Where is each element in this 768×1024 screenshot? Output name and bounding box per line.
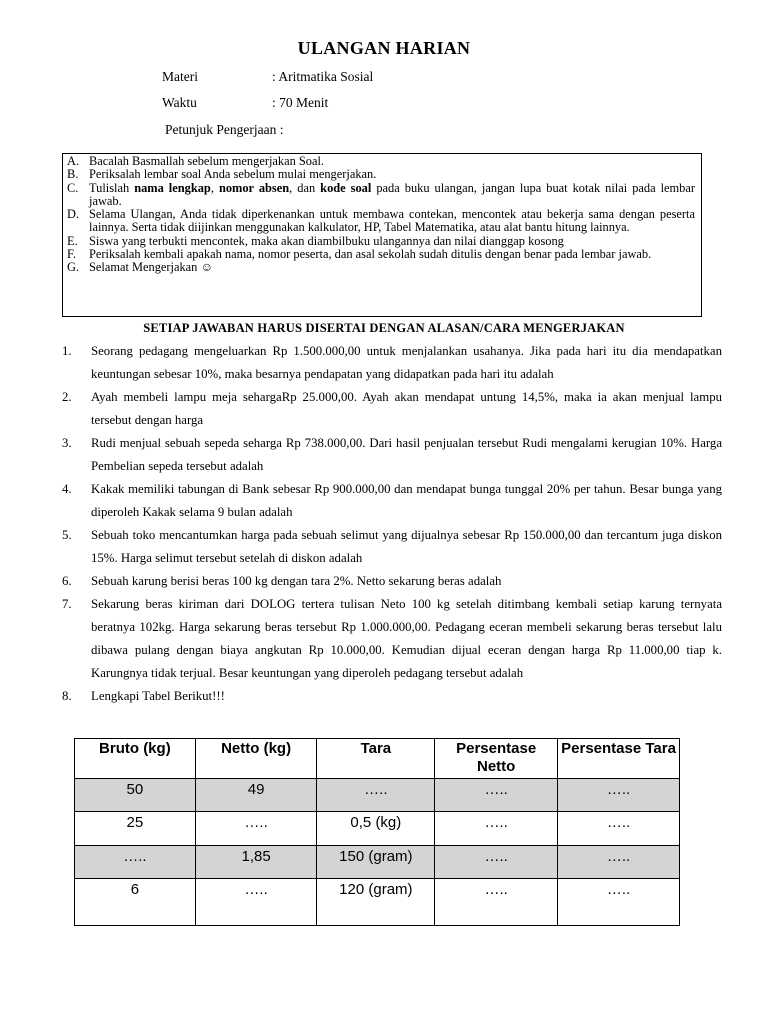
table-cell: ….. [558, 845, 680, 878]
instruction-text-part: , [210, 180, 219, 195]
instruction-letter: D. [67, 207, 80, 222]
instruction-letter: F. [67, 247, 76, 262]
question-text: Sekarung beras kiriman dari DOLOG tertera tulisan Neto 100 kg setelah ditimbang kembali setiap karung ternyata beratnya 102kg. Harga sekarung beras tersebut Rp 1.000.000,00. Pedagang eceran membeli sekarung beras tersebut lalu dibawa pulang dengan biaya angkutan Rp 10.000,00. Kemudian dijual eceran dengan harga Rp 11.000,00 tiap k. Karungnya tidak terjual. Besar keuntungan yang diperoleh pedagang tersebut adalah [91, 597, 722, 680]
header-bruto: Bruto (kg) [75, 739, 196, 779]
table-cell: ….. [195, 878, 317, 925]
table-cell: ….. [558, 779, 680, 812]
section-heading: SETIAP JAWABAN HARUS DISERTAI DENGAN ALASAN/CARA MENGERJAKAN [143, 321, 625, 335]
question-number: 7. [62, 597, 72, 611]
question-text: Rudi menjual sebuah sepeda seharga Rp 738.000,00. Dari hasil penjualan tersebut Rudi mengalami kerugian 10%. Harga Pembelian sepeda tersebut adalah [91, 436, 722, 473]
table-cell: ….. [435, 878, 558, 925]
instruction-item [67, 208, 695, 235]
instruction-item [67, 248, 695, 261]
bold-nomor-absen: nomor absen [218, 180, 290, 195]
instruction-item [67, 155, 695, 168]
instruction-letter: A. [67, 154, 80, 168]
header-netto: Netto (kg) [195, 739, 317, 779]
table-cell: ….. [317, 779, 435, 812]
question-number: 4. [62, 482, 72, 496]
bruto-netto-table [74, 738, 680, 926]
question-number: 5. [62, 528, 72, 542]
question-number: 2. [62, 390, 72, 404]
instruction-text [89, 182, 695, 209]
table-row [75, 878, 680, 925]
table-cell: ….. [435, 779, 558, 812]
table-cell: 1,85 [195, 845, 317, 878]
table-row [75, 845, 680, 878]
question-item [62, 340, 722, 386]
bold-kode-soal: kode soal [320, 180, 372, 195]
table-cell: 0,5 (kg) [317, 812, 435, 845]
question-text: Sebuah karung berisi beras 100 kg dengan tara 2%. Netto sekarung beras adalah [91, 574, 502, 588]
waktu-label: Waktu [162, 95, 197, 110]
instruction-text: Periksalah lembar soal Anda sebelum mulai mengerjakan. [89, 167, 377, 182]
instruction-text: Selamat Mengerjakan ☺ [89, 260, 214, 275]
header-persentase-tara: Persentase Tara [558, 739, 680, 779]
table-cell: 120 (gram) [317, 878, 435, 925]
header-persentase-netto: Persentase Netto [435, 739, 558, 779]
instruction-text-part: , dan [289, 180, 321, 195]
instruction-letter: B. [67, 167, 79, 182]
table-cell: ….. [75, 845, 196, 878]
table-cell: ….. [435, 812, 558, 845]
table-cell: 6 [75, 878, 196, 925]
table-cell: ….. [558, 878, 680, 925]
question-item [62, 478, 722, 524]
instruction-item [67, 182, 695, 209]
question-number: 8. [62, 689, 72, 703]
table-cell: 25 [75, 812, 196, 845]
table-row [75, 812, 680, 845]
question-text: Seorang pedagang mengeluarkan Rp 1.500.000,00 untuk menjalankan usahanya. Jika pada hari itu dia mendapatkan keuntungan sebesar 10%, maka besarnya pendapatan yang didapatkan pada hari itu adalah [91, 344, 722, 381]
instruction-text: Siswa yang terbukti mencontek, maka akan diambilbuku ulangannya dan nilai dianggap kosong [89, 233, 564, 248]
question-list [62, 340, 722, 708]
question-item [62, 593, 722, 685]
question-item [62, 685, 722, 708]
instruction-item [67, 261, 695, 274]
instructions-box [62, 153, 702, 317]
question-item [62, 386, 722, 432]
question-item [62, 570, 722, 593]
instruction-text: Bacalah Basmallah sebelum mengerjakan Soal. [89, 154, 324, 168]
table-cell: ….. [195, 812, 317, 845]
question-item [62, 432, 722, 478]
bold-nama-lengkap: nama lengkap [134, 180, 211, 195]
table-cell: 49 [195, 779, 317, 812]
waktu-value: : 70 Menit [272, 95, 329, 110]
question-text: Kakak memiliki tabungan di Bank sebesar Rp 900.000,00 dan mendapat bunga tunggal 20% per tahun. Besar bunga yang diperoleh Kakak selama 9 bulan adalah [91, 482, 722, 519]
table-header-row [75, 739, 680, 779]
question-text: Sebuah toko mencantumkan harga pada sebuah selimut yang dijualnya sebesar Rp 150.000,00 dan tercantum juga diskon 15%. Harga selimut tersebut setelah di diskon adalah [91, 528, 722, 565]
meta-materi [162, 69, 373, 85]
question-number: 6. [62, 574, 72, 588]
header-tara: Tara [317, 739, 435, 779]
meta-waktu [162, 95, 328, 111]
instruction-text: Periksalah kembali apakah nama, nomor peserta, dan asal sekolah sudah ditulis dengan benar pada lembar jawab. [89, 247, 652, 262]
question-text: Ayah membeli lampu meja sehargaRp 25.000,00. Ayah akan mendapat untung 14,5%, maka ia akan menjual lampu tersebut dengan harga [91, 390, 722, 427]
page-title: ULANGAN HARIAN [297, 38, 471, 58]
instruction-text: Selama Ulangan, Anda tidak diperkenankan untuk membawa contekan, mencontek atau bekerja sama dengan peserta lainnya. Serta tidak diijinkan menggunakan kalkulator, HP, Tabel Matematika, atau alat bantu hitung lainnya. [89, 207, 695, 235]
instruction-letter: C. [67, 180, 79, 195]
table-cell: ….. [435, 845, 558, 878]
petunjuk-label: Petunjuk Pengerjaan : [165, 122, 284, 137]
instruction-text-part: Tulislah [89, 180, 135, 195]
table-row [75, 779, 680, 812]
question-text: Lengkapi Tabel Berikut!!! [91, 689, 225, 703]
question-number: 3. [62, 436, 72, 450]
instruction-item [67, 168, 695, 181]
materi-value: : Aritmatika Sosial [272, 69, 374, 84]
question-number: 1. [62, 344, 72, 358]
instruction-letter: E. [67, 233, 78, 248]
question-item [62, 524, 722, 570]
materi-label: Materi [162, 69, 198, 84]
instruction-text-part: pada buku ulangan, jangan lupa buat kotak nilai pada lembar jawab. [89, 180, 695, 208]
instruction-letter: G. [67, 260, 80, 275]
table-cell: 150 (gram) [317, 845, 435, 878]
instruction-item [67, 235, 695, 248]
table-cell: 50 [75, 779, 196, 812]
table-cell: ….. [558, 812, 680, 845]
